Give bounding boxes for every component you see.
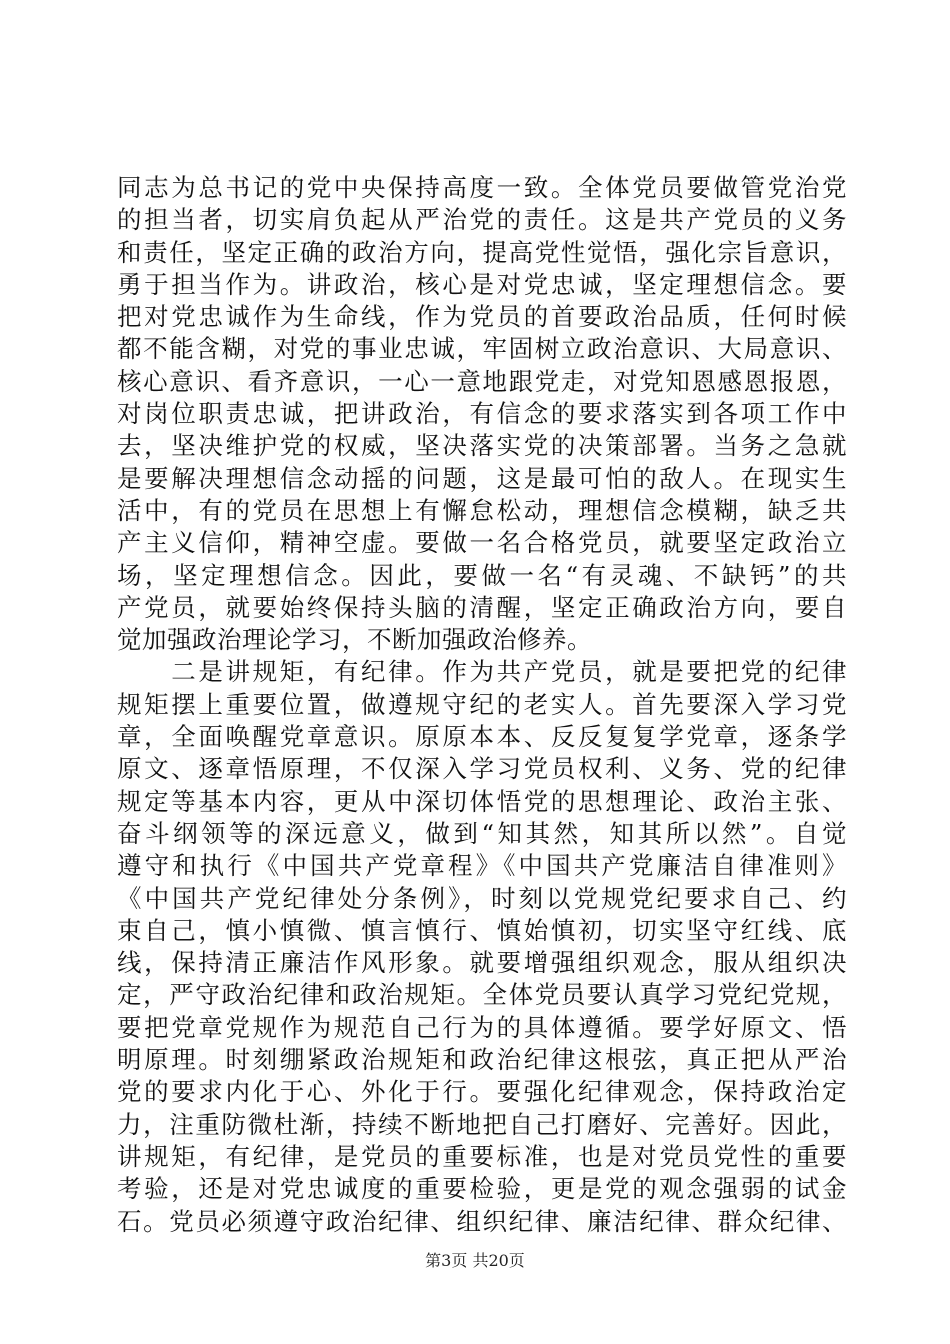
text-line: 线，保持清正廉洁作风形象。就要增强组织观念，服从组织决 [117, 948, 847, 978]
text-line: 原文、逐章悟原理，不仅深入学习党员权利、义务、党的纪律 [117, 754, 847, 784]
text-line: 讲规矩，有纪律，是党员的重要标准，也是对党员党性的重要 [117, 1141, 847, 1171]
text-line: 规矩摆上重要位置，做遵规守纪的老实人。首先要深入学习党 [117, 689, 847, 719]
text-line: 规定等基本内容，更从中深切体悟党的思想理论、政治主张、 [117, 786, 847, 816]
text-line: 党的要求内化于心、外化于行。要强化纪律观念，保持政治定 [117, 1077, 847, 1107]
text-line: 《中国共产党纪律处分条例》，时刻以党规党纪要求自己、约 [117, 883, 847, 913]
text-line: 要把党章党规作为规范自己行为的具体遵循。要学好原文、悟 [117, 1012, 847, 1042]
text-line: 勇于担当作为。讲政治，核心是对党忠诚，坚定理想信念。要 [117, 269, 847, 299]
page-number-footer: 第3页 共20页 [425, 1251, 525, 1270]
text-line: 都不能含糊，对党的事业忠诚，牢固树立政治意识、大局意识、 [117, 334, 847, 364]
text-line: 核心意识、看齐意识，一心一意地跟党走，对党知恩感恩报恩， [117, 366, 847, 396]
text-line: 活中，有的党员在思想上有懈怠松动，理想信念模糊，缺乏共 [117, 495, 847, 525]
text-line: 束自己，慎小慎微、慎言慎行、慎始慎初，切实坚守红线、底 [117, 915, 847, 945]
text-line: 产党员，就要始终保持头脑的清醒，坚定正确政治方向，要自 [117, 592, 847, 622]
text-line: 把对党忠诚作为生命线，作为党员的首要政治品质，任何时候 [117, 302, 847, 332]
text-line: 奋斗纲领等的深远意义，做到“知其然，知其所以然”。自觉 [117, 818, 847, 848]
text-line: 遵守和执行《中国共产党章程》《中国共产党廉洁自律准则》 [117, 851, 847, 881]
text-line: 定，严守政治纪律和政治规矩。全体党员要认真学习党纪党规， [117, 980, 847, 1010]
text-line: 的担当者，切实肩负起从严治党的责任。这是共产党员的义务 [117, 205, 847, 235]
text-line: 场，坚定理想信念。因此，要做一名“有灵魂、不缺钙”的共 [117, 560, 847, 590]
text-line: 去，坚决维护党的权威，坚决落实党的决策部署。当务之急就 [117, 431, 847, 461]
text-line: 石。党员必须遵守政治纪律、组织纪律、廉洁纪律、群众纪律、 [117, 1206, 847, 1236]
body-text [117, 172, 847, 1238]
text-line: 考验，还是对党忠诚度的重要检验，更是党的观念强弱的试金 [117, 1174, 847, 1204]
text-line: 同志为总书记的党中央保持高度一致。全体党员要做管党治党 [117, 173, 847, 202]
text-line: 对岗位职责忠诚，把讲政治，有信念的要求落实到各项工作中 [117, 399, 847, 429]
text-line: 力，注重防微杜渐，持续不断地把自己打磨好、完善好。因此， [117, 1109, 847, 1139]
text-line: 觉加强政治理论学习，不断加强政治修养。 [117, 625, 592, 655]
text-line: 章，全面唤醒党章意识。原原本本、反反复复学党章，逐条学 [117, 722, 847, 752]
text-line: 和责任，坚定正确的政治方向，提高党性觉悟，强化宗旨意识， [117, 237, 847, 267]
text-line: 是要解决理想信念动摇的问题，这是最可怕的敌人。在现实生 [117, 463, 847, 493]
text-line: 产主义信仰，精神空虚。要做一名合格党员，就要坚定政治立 [117, 528, 847, 558]
text-line: 二是讲规矩，有纪律。作为共产党员，就是要把党的纪律 [117, 657, 847, 687]
text-line: 明原理。时刻绷紧政治规矩和政治纪律这根弦，真正把从严治 [117, 1045, 847, 1075]
